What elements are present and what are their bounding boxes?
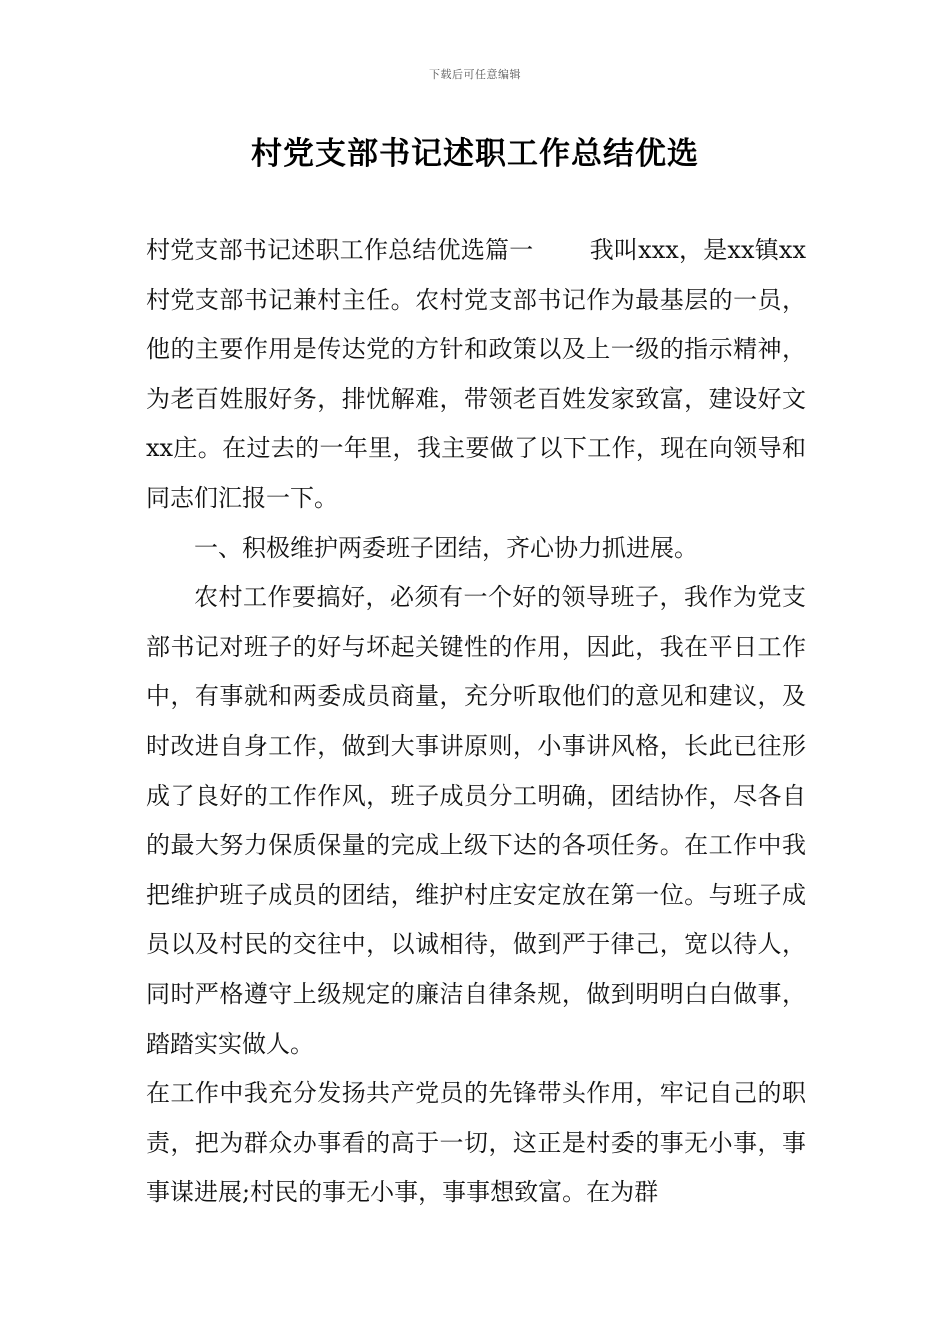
paragraph-1-text: 我叫xxx，是xx镇xx村党支部书记兼村主任。农村党支部书记作为最基层的一员，他的主要作用是传达党的方针和政策以及上一级的指示精神，为老百姓服好务，排忧解难，带领老百姓发家致富，建设好文xx庄。在过去的一年里，我主要做了以下工作，现在向领导和同志们汇报一下。 bbox=[146, 236, 806, 512]
document-body bbox=[146, 226, 806, 1218]
paragraph-2: 农村工作要搞好，必须有一个好的领导班子，我作为党支部书记对班子的好与坏起关键性的作用，因此，我在平日工作中，有事就和两委成员商量，充分听取他们的意见和建议，及时改进自身工作，做到大事讲原则，小事讲风格，长此已往形成了良好的工作作风，班子成员分工明确，团结协作，尽各自的最大努力保质保量的完成上级下达的各项任务。在工作中我把维护班子成员的团结，维护村庄安定放在第一位。与班子成员以及村民的交往中，以诚相待，做到严于律己，宽以待人，同时严格遵守上级规定的廉洁自律条规，做到明明白白做事，踏踏实实做人。 bbox=[146, 583, 806, 1058]
section-heading-1: 一、积极维护两委班子团结，齐心协力抓进展。 bbox=[194, 533, 698, 562]
section-lead: 村党支部书记述职工作总结优选篇一 bbox=[146, 236, 534, 264]
paragraph-1 bbox=[146, 226, 806, 524]
header-note: 下载后可任意编辑 bbox=[429, 68, 521, 81]
paragraph-3: 在工作中我充分发扬共产党员的先锋带头作用，牢记自己的职责，把为群众办事看的高于一切，这正是村委的事无小事，事事谋进展;村民的事无小事，事事想致富。在为群 bbox=[146, 1079, 806, 1207]
document-title: 村党支部书记述职工作总结优选 bbox=[251, 136, 699, 172]
